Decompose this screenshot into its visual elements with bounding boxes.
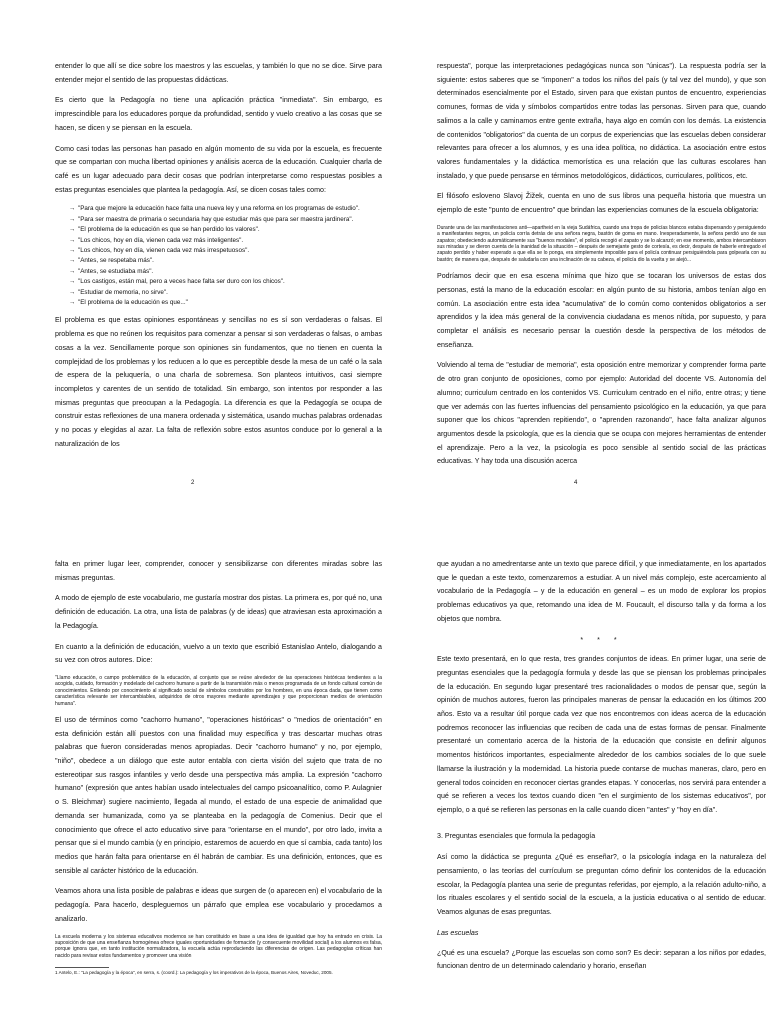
list-item: → "Estudiar de memoria, no sirve".	[69, 288, 382, 298]
paragraph: respuesta", porque las interpretaciones pedagógicas nunca son "únicas"). La respuesta podría ser la siguiente: estos saberes que se "imponen" a todos los niños del país (y tal vez del mundo), y que son determinados esencialmente por el Estado, sirven para que existan puntos de encuentro, experiencias comunes, formas de vida y símbolos compartidos entre todas las personas. Sirven para que, cuando salimos a la calle y caminamos entre gente extraña, haya algo en común con los demás. La existencia de contenidos "obligatorios" da cuenta de un corpus de experiencias que las escuelas deben considerar relevantes para ofrecer a los alumnos, y es una idea política, no didáctica. La asociación entre estos valores fundamentales y la didáctica memorística es una relación que las culturas escolares han instalado, y que puede pensarse en términos metodológicos, didácticos, curriculares, políticos, etc.	[437, 62, 766, 180]
paragraph: ¿Qué es una escuela? ¿Porque las escuelas son como son? Es decir: separan a los niños por edades, funcionan dentro de un determinado calendario y horario, enseñan	[437, 948, 766, 971]
paragraph: A modo de ejemplo de este vocabulario, me gustaría mostrar dos pistas. La primera es, por qué no, una definición de educación. La otra, una lista de palabras (y de ideas) que atraviesan esta aproximación a la Pedagogía.	[55, 594, 382, 630]
page-3-column	[55, 558, 382, 983]
page-2-column	[55, 60, 382, 458]
section-heading: 3. Preguntas esenciales que formula la pedagogía	[437, 831, 596, 840]
paragraph: El uso de términos como "cachorro humano", "operaciones históricas" o "medios de orientación" en esta definición están allí puestos con una finalidad muy específica y tras descartar muchas otras palabras que fueron consideradas menos apropiadas. Decir "cachorro humano" y no, por ejemplo, "niño", obedece a un diálogo que este autor entabla con cierta visión del sujeto que trata de no estereotipar sus rasgos infantiles y verlo desde una perspectiva más amplia. La expresión "cachorro humano" (expresión que antes habían usado intelectuales del campo psicoanalítico, como P. Aulagnier o S. Bleichmar) sugiere nacimiento, llegada al mundo, el estado de una especie de animalidad que demanda ser humanizada, como ya se planteaba en la pedagogía de Comenius. Decir que el conocimiento que ofrece el acto educativo sirve para "orientarse en el mundo", por otro lado, invita a pensar que si el mundo cambia (y en principio, estaremos de acuerdo en que sí cambia, cada tanto) los medios que harán falta para orientarse en él habrán de cambiar. Es una definición, entonces, que es sensible al carácter histórico de la educación.	[55, 715, 382, 875]
list-item: → "Para ser maestra de primaria o secundaria hay que estudiar más que para ser maestra jardinera".	[69, 215, 382, 225]
list-item: → "Para que mejore la educación hace falta una nueva ley y una reforma en los programas de estudio".	[69, 204, 382, 214]
page-4-column	[437, 60, 766, 476]
page-number: 4	[574, 480, 578, 486]
list-item: → "Los chicos, hoy en día, vienen cada vez más irrespetuosos".	[69, 246, 382, 256]
paragraph: El problema es que estas opiniones espontáneas y sencillas no es sí son verdaderas o falsas. El problema es que no reúnen los requisitos para comenzar a pensar si son verdaderas o falsas, o ambas cosas a la vez. Sencillamente porque son opiniones sin fundamentos, que no tienen en cuenta la complejidad de los problemas y los reducen a lo que es perceptible desde la mesa de un café o la sala de espera de la peluquería, o una charla de sobremesa. Son planteos intuitivos, casi siempre incompletos y carentes de un sentido de totalidad. Sin embargo, son intentos por responder a las mismas preguntas que preocupan a la Pedagogía. La diferencia es que la Pedagogía se ocupa de construir estas reflexiones de una manera ordenada y sistemática, usando muchas palabras ordenadas y no pocas y elegidas al azar. La falta de reflexión sobre estos asuntos conduce por lo general a la naturalización de los	[55, 316, 382, 448]
paragraph: Como casi todas las personas han pasado en algún momento de su vida por la escuela, es frecuente que se compartan con mucha libertad opiniones y análisis acerca de la educación. Cualquier charla de café es un lugar adecuado para decir cosas que podrían interpretarse como respuestas posibles a estas preguntas esenciales que plantea la pedagogía. Así, se dicen cosas tales como:	[55, 144, 382, 194]
paragraph: Veamos ahora una lista posible de palabras e ideas que surgen de (o aparecen en) el vocabulario de la pedagogía. Para hacerlo, despleguemos un párrafo que emplea ese vocabulario y procedamos a analizarlo.	[55, 887, 382, 923]
paragraph: El filósofo esloveno Slavoj Žižek, cuenta en uno de sus libros una pequeña historia que muestra un ejemplo de este "punto de encuentro" que brindan las experiencias comunes de la escuela obligatoria:	[437, 192, 766, 215]
footnote-divider	[55, 967, 109, 968]
paragraph: falta en primer lugar leer, comprender, conocer y sensibilizarse con diferentes miradas sobre las mismas preguntas.	[55, 560, 382, 582]
list-item: → "El problema de la educación es que se han perdido los valores".	[69, 225, 382, 235]
paragraph: Este texto presentará, en lo que resta, tres grandes conjuntos de ideas. En primer lugar, una serie de preguntas esenciales que la pedagogía formula y desde las que se piensan los problemas principales de la educación. En segundo lugar presentaré tres racionalidades o modos de pensar que, según la opinión de muchos autores, fueron las principales maneras de pensar la educación en los últimos 200 años. Esto va a resultar útil porque cada vez que nos encontremos con ideas acerca de la educación podremos reconocer las influencias que reciben de cada una de estas formas de pensar. Finalmente presentaré un comentario acerca de la historia de la educación que consiste en definir algunos momentos históricos importantes, especialmente alrededor de los cambios sociales de lo que suele llamarse la ilustración y la modernidad. La historia puede contarse de muchas maneras, claro, pero en general todos coinciden en reconocer ciertas grandes etapas. Y conocerlas, nos servirá para entender a qué se refieren a veces los textos cuando dicen "en el surgimiento de los sistemas educativos", por ejemplo, o a qué se refieren las personas en la calle cuando dicen "antes" y "hoy en día".	[437, 655, 766, 814]
block-quote: Durante una de las manifestaciones anti—apartheid en la vieja Sudáfrica, cuando una tropa de policías blancos estaba dispersando y persiguiendo a manifestantes negros, un policía corría detrás de una señora negra, bastón de goma en mano. Inesperadamente, la señora perdió uno de sus zapatos; obedeciendo automáticamente sus "buenos modales", el policía recogió el zapato y se lo alcanzó; en ese momento, ambos intercambiaron sus miradas y se dieron cuenta de la inanidad de la situación – después de semejante gesto de cortesía, es decir, después de haberle entregado el zapato perdido y haber esperado a que ella se lo ponga, era simplemente imposible para el policía continuar persiguiéndola para golpearla con su bastón; de manera que, después de saludarla con una inclinación de su cabeza, el policía dio la vuelta y se alejó...	[437, 224, 766, 263]
footnote: 1 Antelo, E.: "La pedagogía y la época", en serra, s. (coord.): La pedagogía y los imperativos de la época, Buenos Aires, Noveduc, 2005.	[55, 970, 333, 976]
paragraph: Así como la didáctica se pregunta ¿Qué es enseñar?, o la psicología indaga en la naturaleza del pensamiento, o las teorías del currículum se preguntan cómo definir los contenidos de la educación escolar, la Pedagogía plantea una serie de preguntas referidas, por ejemplo, a la relación adulto-niño, a los rituales escolares y el sentido social de la escuela, a la justicia educativa o al sentido de educar. Veamos algunas de esas preguntas.	[437, 853, 766, 917]
section-separator: * * *	[580, 635, 623, 644]
block-quote: "Llamo educación, o campo problemático de la educación, al conjunto que se reúne alrededor de las operaciones históricas tendientes a la acogida, cuidado, formación y modelado del cachorro humano a partir de la transmisión más o menos programada de un fondo cultural común de conocimientos. Entiendo por conocimiento al significado social de símbolos construidos por los hombres, en una época dada, que tienen como característica relevante ser intercambiables, adquiridos de otros mayores mediante aprendizajes y que proporcionan medios de orientación humana".	[55, 674, 382, 707]
paragraph: entender lo que allí se dice sobre los maestros y las escuelas, y también lo que no se dice. Sirve para entender mejor el sentido de las propuestas didácticas.	[55, 62, 382, 84]
list-item: → "Los chicos, hoy en día, vienen cada vez más inteligentes".	[69, 236, 382, 246]
paragraph: En cuanto a la definición de educación, vuelvo a un texto que escribió Estanislao Antelo, dialogando a su vez con otros autores. Dice:	[55, 642, 382, 665]
paragraph: que ayudan a no amedrentarse ante un texto que parece difícil, y que inmediatamente, en los apartados que le quedan a este texto, comenzaremos a estudiar. A un nivel más complejo, este acercamiento al vocabulario de la Pedagogía – y de la educación en general – es un modo de explorar los propios problemas educativos ya que, retomando una idea de M. Foucault, el discurso talla y da forma a los objetos que nombra.	[437, 560, 766, 623]
paragraph: Volviendo al tema de "estudiar de memoria", esta oposición entre memorizar y comprender forma parte de otro gran conjunto de oposiciones, como por ejemplo: Autoridad del docente VS. Autonomía del alumno; curriculum centrado en los contenidos VS. Curriculum centrado en el niño, entre otras; y tiene que ver además con las fuertes influencias del pensamiento psicológico en la educación, ya que para suponer que los chicos "aprenden repitiendo", o "aprenden razonando", hace falta analizar algunos argumentos desde la psicología, que es la ciencia que se ocupa con mejores herramientas de entender el aprendizaje. Pero a la vez, la psicología es poco sensible al sentido social de las prácticas educativas. Y hay toda una discusión acerca	[437, 361, 766, 466]
list-item: → "Antes, se respetaba más".	[69, 256, 382, 266]
paragraph: Podríamos decir que en esa escena mínima que hizo que se tocaran los universos de estas dos personas, está la mano de la educación escolar: en algún punto de su historia, ambos tenían algo en común. La asociación entre esta idea "acumulativa" de lo común como contenidos obligatorios a ser aprendidos y la idea más general de la convivencia ciudadana es menos nítida, por supuesto, y para completar el análisis es necesario pensar la cuestión desde la perspectiva de los métodos de enseñanza.	[437, 272, 766, 349]
list-item: → "Los castigos, están mal, pero a veces hace falta ser duro con los chicos".	[69, 277, 382, 287]
page-number: 2	[191, 480, 195, 486]
block-quote: La escuela moderna y los sistemas educativos modernos se han constituido en base a una idea de igualdad que hoy ha entrado en crisis. La suposición de que una enseñanza homogénea ofrece iguales oportunidades de formación (y consecuente movilidad social) a los alumnos es falsa, porque ignora que, en tanto institución normalizadora, la escuela actúa reproduciendo las diferencias de origen. Las pedagogías críticas han nacido para revisar estos fundamentos y promover una visión	[55, 933, 382, 959]
opinion-list	[69, 204, 382, 308]
list-item: → "Antes, se estudiaba más".	[69, 267, 382, 277]
list-item: → "El problema de la educación es que..."	[69, 298, 382, 308]
paragraph: Es cierto que la Pedagogía no tiene una aplicación práctica "inmediata". Sin embargo, es imprescindible para los educadores porque da profundidad, sentido y vuelo creativo a las cosas que se hacen, se dicen y se piensan en la escuela.	[55, 96, 382, 132]
page-5-column	[437, 558, 766, 981]
subsection-heading: Las escuelas	[437, 928, 479, 937]
